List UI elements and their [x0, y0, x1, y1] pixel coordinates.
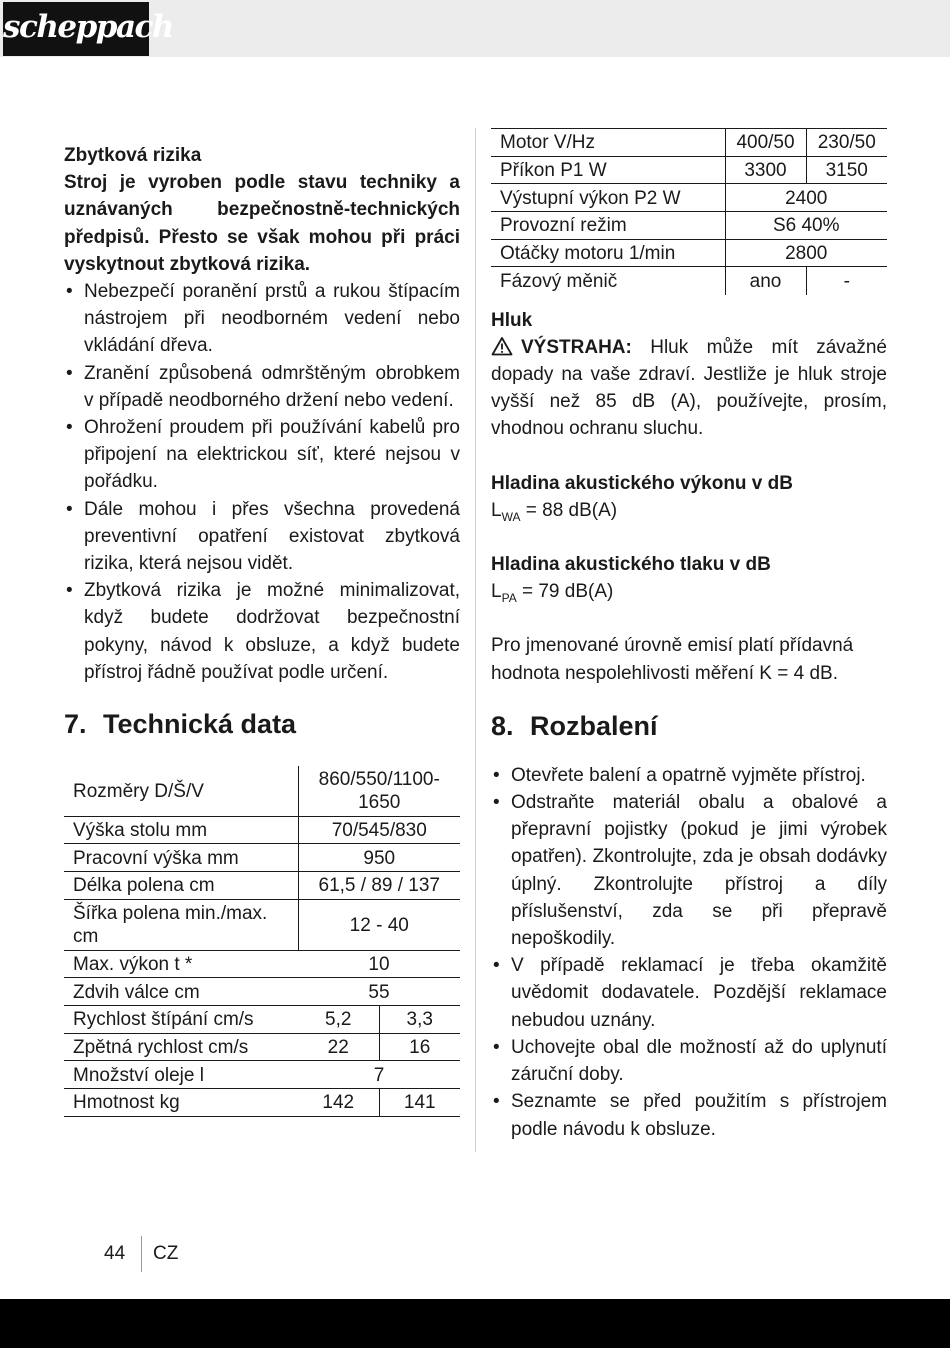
- section-number: 7.: [64, 709, 87, 740]
- motor-value: 3300: [725, 156, 806, 184]
- table-row: [64, 1089, 460, 1117]
- spec-value: 5,2: [298, 1006, 379, 1034]
- motor-label: Provozní režim: [491, 212, 725, 240]
- value: = 88 dB(A): [520, 499, 618, 521]
- spec-label: Zdvih válce cm: [64, 978, 298, 1006]
- table-row: [491, 156, 887, 184]
- motor-label: Příkon P1 W: [491, 156, 725, 184]
- table-row: [64, 950, 460, 978]
- sound-power-value: [491, 497, 887, 524]
- list-item: • Odstraňte materiál obalu a obalové a přepravní pojistky (pokud je jimi výrobek opatřen). Zkontrolujte, zda je obsah dodávky úplný. Zkontrolujte přístroj a díly příslušenství, zda se při přepravě nepoškodily.: [491, 789, 887, 952]
- bottom-band: [0, 1299, 950, 1348]
- table-row: [491, 239, 887, 267]
- spec-value: 142: [298, 1089, 379, 1117]
- motor-label: Motor V/Hz: [491, 129, 725, 157]
- spec-label: Hmotnost kg: [64, 1089, 298, 1117]
- spec-value: 22: [298, 1033, 379, 1061]
- table-row: [491, 129, 887, 157]
- noise-title: Hluk: [491, 309, 533, 331]
- table-row: [491, 267, 887, 295]
- motor-value: -: [806, 267, 887, 295]
- spec-label: Délka polena cm: [64, 871, 298, 899]
- list-item: • Zranění způsobená odmrštěným obrobkem v případě neodborného držení nebo vedení.: [64, 360, 460, 414]
- noise-warning: [491, 334, 887, 443]
- subscript: PA: [501, 591, 517, 606]
- motor-value: 400/50: [725, 129, 806, 157]
- unpacking-heading: [491, 709, 887, 743]
- spec-label: Rychlost štípání cm/s: [64, 1006, 298, 1034]
- spec-label: Šířka polena min./max. cm: [64, 899, 298, 950]
- sound-pressure-title: Hladina akustického tlaku v dB: [491, 554, 771, 576]
- motor-value: 3150: [806, 156, 887, 184]
- table-row: [64, 844, 460, 872]
- spec-label: Max. výkon t *: [64, 950, 298, 978]
- list-item: • Ohrožení proudem při používání kabelů pro připojení na elektrickou síť, které nejsou v pořádku.: [64, 414, 460, 496]
- spec-value: 61,5 / 89 / 137: [298, 871, 460, 899]
- section-title: Rozbalení: [530, 710, 658, 741]
- sound-power-title: Hladina akustického výkonu v dB: [491, 472, 793, 494]
- spec-label: Množství oleje l: [64, 1061, 298, 1089]
- tech-data-heading: [64, 707, 460, 741]
- table-row: [64, 1006, 460, 1034]
- table-row: [64, 766, 460, 816]
- list-item: • V případě reklamací je třeba okamžitě uvědomit dodavatele. Pozdější reklamace nebudou uznány.: [491, 952, 887, 1034]
- spec-label: Výška stolu mm: [64, 816, 298, 844]
- list-item: • Zbytková rizika je možné minimalizovat, když budete dodržovat bezpečnostní pokyny, návod k obsluze, a když budete přístroj řádně používat podle určení.: [64, 577, 460, 686]
- symbol: L: [491, 499, 502, 521]
- spec-label: Rozměry D/Š/V: [64, 766, 298, 816]
- column-divider: [475, 128, 476, 1152]
- spec-value: 12 - 40: [298, 899, 460, 950]
- list-item: • Dále mohou i přes všechna provedená preventivní opatření existovat zbytková rizika, která nejsou vidět.: [64, 496, 460, 578]
- motor-label: Otáčky motoru 1/min: [491, 239, 725, 267]
- warning-text: Hluk může mít závažné dopady na vaše zdraví. Jestliže je hluk stroje vyšší než 85 dB (A), používejte, prosím, vhodnou ochranu sluchu.: [491, 336, 887, 440]
- list-item: • Otevřete balení a opatrně vyjměte přístroj.: [491, 762, 887, 789]
- table-row: [64, 1061, 460, 1089]
- spec-value: 10: [298, 950, 460, 978]
- spec-value: 860/550/1100-1650: [298, 766, 460, 816]
- language-code: CZ: [153, 1243, 179, 1264]
- spec-value: 3,3: [379, 1006, 460, 1034]
- symbol: L: [491, 581, 502, 603]
- motor-label: Výstupní výkon P2 W: [491, 184, 725, 212]
- table-row: [64, 871, 460, 899]
- tech-data-table: [64, 766, 460, 1117]
- spec-value: 7: [298, 1061, 460, 1089]
- table-row: [64, 978, 460, 1006]
- spec-value: 55: [298, 978, 460, 1006]
- spec-value: 141: [379, 1089, 460, 1117]
- list-item: • Seznamte se před použitím s přístrojem podle návodu k obsluze.: [491, 1088, 887, 1142]
- left-column: [64, 142, 460, 1117]
- motor-label: Fázový měnič: [500, 271, 618, 293]
- spec-value: 950: [298, 844, 460, 872]
- right-column: [491, 128, 887, 1143]
- table-row: [64, 1033, 460, 1061]
- motor-value: ano: [725, 267, 806, 295]
- warning-icon: [491, 336, 513, 356]
- uncertainty-note: Pro jmenované úrovně emisí platí přídavná hodnota nespolehlivosti měření K = 4 dB.: [491, 635, 854, 684]
- subscript: WA: [501, 509, 521, 524]
- footer-divider: [141, 1236, 142, 1272]
- page-number: 44: [104, 1243, 126, 1264]
- motor-value: 2400: [725, 184, 887, 212]
- residual-risks-intro: Stroj je vyroben podle stavu techniky a uznávaných bezpečnostně-technických předpisů. Přesto se však mohou při práci vyskytnout zbytková rizika.: [64, 172, 460, 275]
- motor-value: 2800: [725, 239, 887, 267]
- table-row: [64, 899, 460, 950]
- motor-value: S6 40%: [725, 212, 887, 240]
- spec-label: Pracovní výška mm: [64, 844, 298, 872]
- table-row: [64, 816, 460, 844]
- table-row: [491, 212, 887, 240]
- list-item: • Uchovejte obal dle možností až do uplynutí záruční doby.: [491, 1034, 887, 1088]
- section-title: Technická data: [103, 709, 297, 740]
- spec-value: 16: [379, 1033, 460, 1061]
- unpacking-list: [491, 762, 887, 1143]
- residual-risks-title: Zbytková rizika: [64, 145, 202, 166]
- list-item: • Nebezpečí poranění prstů a rukou štípacím nástrojem při neodborném vedení nebo vkládání dřeva.: [64, 278, 460, 360]
- warning-label: VÝSTRAHA:: [521, 336, 632, 358]
- motor-value: 230/50: [806, 129, 887, 157]
- residual-risks-list: [64, 278, 460, 686]
- value: = 79 dB(A): [516, 581, 614, 603]
- motor-table: [491, 128, 887, 295]
- table-row: [491, 184, 887, 212]
- spec-label: Zpětná rychlost cm/s: [64, 1033, 298, 1061]
- spec-value: 70/545/830: [298, 816, 460, 844]
- section-number: 8.: [491, 710, 514, 741]
- sound-pressure-value: [491, 578, 887, 605]
- scheppach-logo: scheppach: [3, 2, 149, 56]
